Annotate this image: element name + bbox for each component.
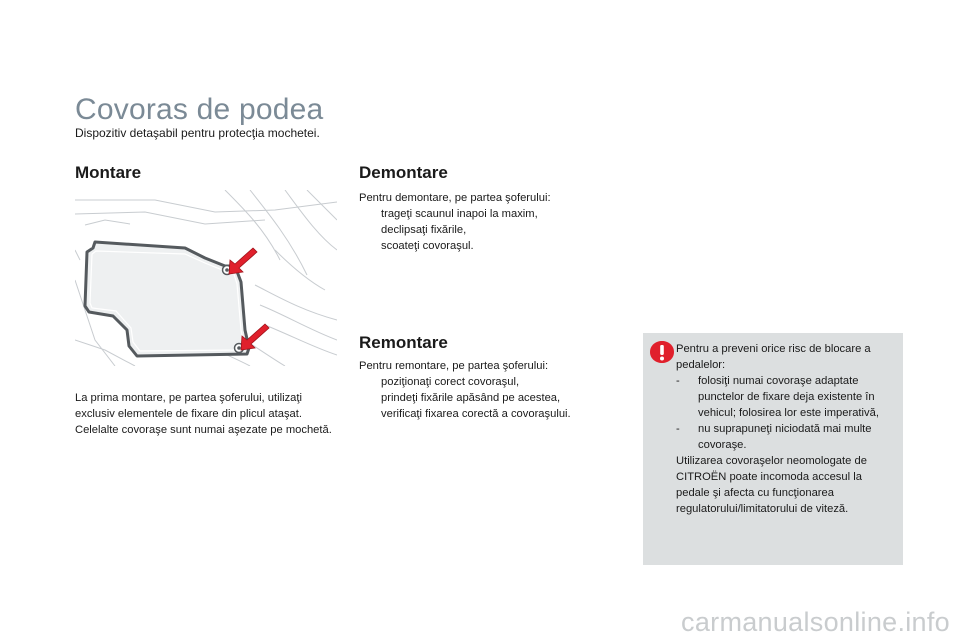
floor-mat-drawing bbox=[75, 190, 337, 366]
demontare-heading: Demontare bbox=[359, 163, 448, 182]
dash-icon: - bbox=[676, 375, 680, 387]
list-item: - nu suprapuneţi niciodată mai multe covoraşe. bbox=[676, 423, 872, 451]
warning-box bbox=[643, 333, 903, 565]
remontare-heading: Remontare bbox=[359, 333, 448, 352]
dash-icon: - bbox=[676, 423, 680, 435]
demontare-intro: Pentru demontare, pe partea şoferului: bbox=[359, 192, 551, 204]
warning-intro: Pentru a preveni orice risc de blocare a pedalelor: bbox=[676, 343, 871, 371]
demontare-block bbox=[359, 190, 624, 254]
montare-text: La prima montare, pe partea şoferului, utilizaţi exclusiv elementele de fixare din plicul ataşat. Celelalte covoraşe sunt numai aşezate pe mochetă. bbox=[75, 392, 332, 436]
floor-mat-illustration bbox=[75, 190, 337, 366]
warning-footer: Utilizarea covoraşelor neomologate de CITROËN poate incomoda accesul la pedale şi afecta cu funcţionarea regulatorului/limitatorului de viteză. bbox=[676, 455, 867, 515]
page-title: Covoras de podea bbox=[75, 93, 324, 126]
watermark: carmanualsonline.info bbox=[681, 607, 950, 637]
remontare-intro: Pentru remontare, pe partea şoferului: bbox=[359, 360, 549, 372]
list-item: prindeţi fixările apăsând pe acestea, bbox=[381, 392, 561, 404]
demontare-steps bbox=[359, 206, 624, 254]
page-subtitle: Dispozitiv detaşabil pentru protecţia mochetei. bbox=[75, 126, 320, 140]
warning-text bbox=[676, 341, 898, 517]
warning-list bbox=[676, 373, 898, 453]
remontare-block bbox=[359, 358, 624, 422]
list-item: verificaţi fixarea corectă a covoraşului. bbox=[381, 408, 571, 420]
list-item: poziţionaţi corect covoraşul, bbox=[381, 376, 520, 388]
list-item: trageţi scaunul inapoi la maxim, bbox=[381, 208, 538, 220]
warning-exclamation-icon bbox=[650, 341, 674, 363]
remontare-steps bbox=[359, 374, 624, 422]
list-item: scoateţi covoraşul. bbox=[381, 240, 474, 252]
list-item: - folosiţi numai covoraşe adaptate punctelor de fixare deja existente în vehicul; folosirea lor este imperativă, bbox=[676, 375, 879, 419]
list-item: declipsaţi fixările, bbox=[381, 224, 467, 236]
montare-heading: Montare bbox=[75, 163, 142, 182]
